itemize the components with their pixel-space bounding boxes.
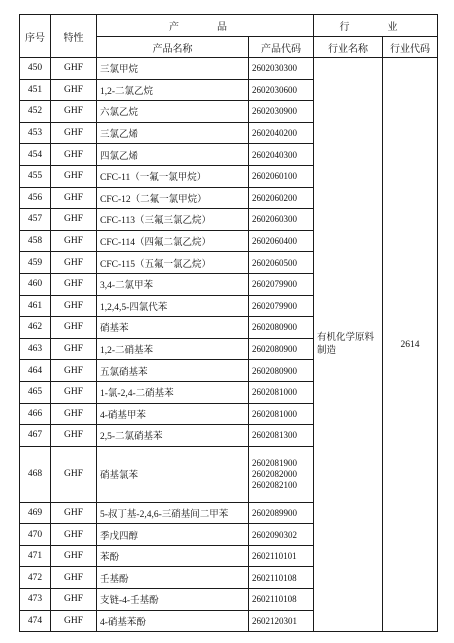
product-name: 2,5-二氯硝基苯 xyxy=(97,425,249,447)
row-attribute: GHF xyxy=(51,524,97,546)
product-code xyxy=(249,338,314,360)
row-number: 465 xyxy=(20,381,51,403)
header-industry-code: 行业代码 xyxy=(383,37,438,58)
row-number: 464 xyxy=(20,360,51,382)
product-name: 六氯乙烷 xyxy=(97,101,249,123)
row-number: 455 xyxy=(20,165,51,187)
row-attribute: GHF xyxy=(51,101,97,123)
row-attribute: GHF xyxy=(51,58,97,80)
product-name: CFC-11（一氟一氯甲烷） xyxy=(97,165,249,187)
product-code-line: 2602060300 xyxy=(252,214,297,225)
row-attribute: GHF xyxy=(51,610,97,632)
product-code-line: 2602080900 xyxy=(252,322,297,333)
product-code-line: 2602082100 xyxy=(252,479,297,490)
product-name: 壬基酚 xyxy=(97,567,249,589)
product-name: 五氯硝基苯 xyxy=(97,360,249,382)
row-attribute: GHF xyxy=(51,317,97,339)
product-code xyxy=(249,144,314,166)
product-code-line: 2602120301 xyxy=(252,615,297,626)
product-code xyxy=(249,381,314,403)
row-number: 456 xyxy=(20,187,51,209)
row-attribute: GHF xyxy=(51,79,97,101)
row-attribute: GHF xyxy=(51,273,97,295)
row-attribute: GHF xyxy=(51,122,97,144)
table-body xyxy=(20,58,438,632)
row-attribute: GHF xyxy=(51,252,97,274)
product-name: 4-硝基苯酚 xyxy=(97,610,249,632)
row-attribute: GHF xyxy=(51,144,97,166)
product-code-line: 2602081900 xyxy=(252,457,297,468)
product-code xyxy=(249,589,314,611)
row-attribute: GHF xyxy=(51,381,97,403)
header-attr: 特性 xyxy=(51,15,97,58)
product-code-line: 2602060100 xyxy=(252,171,297,182)
table-row xyxy=(20,58,438,80)
row-attribute: GHF xyxy=(51,567,97,589)
product-name: 三氯乙烯 xyxy=(97,122,249,144)
row-number: 468 xyxy=(20,446,51,502)
product-code-line: 2602080900 xyxy=(252,365,297,376)
row-attribute: GHF xyxy=(51,545,97,567)
product-code xyxy=(249,58,314,80)
row-attribute: GHF xyxy=(51,165,97,187)
header-product-name: 产品名称 xyxy=(97,37,249,58)
product-code xyxy=(249,252,314,274)
product-name: 4-硝基甲苯 xyxy=(97,403,249,425)
product-code xyxy=(249,187,314,209)
product-code xyxy=(249,273,314,295)
product-code xyxy=(249,446,314,502)
product-code xyxy=(249,101,314,123)
product-name: 三氯甲烷 xyxy=(97,58,249,80)
row-attribute: GHF xyxy=(51,230,97,252)
product-code-line: 2602081000 xyxy=(252,387,297,398)
row-attribute: GHF xyxy=(51,425,97,447)
row-attribute: GHF xyxy=(51,446,97,502)
industry-name: 有机化学原料制造 xyxy=(314,58,383,632)
row-number: 463 xyxy=(20,338,51,360)
row-number: 453 xyxy=(20,122,51,144)
product-code-line: 2602110101 xyxy=(252,551,297,562)
product-code xyxy=(249,524,314,546)
product-name: CFC-114（四氟二氯乙烷） xyxy=(97,230,249,252)
product-code-line: 2602081300 xyxy=(252,430,297,441)
product-name: 5-叔丁基-2,4,6-三硝基间二甲苯 xyxy=(97,502,249,524)
row-attribute: GHF xyxy=(51,187,97,209)
row-number: 471 xyxy=(20,545,51,567)
product-code xyxy=(249,567,314,589)
product-name: 硝基氯苯 xyxy=(97,446,249,502)
row-attribute: GHF xyxy=(51,209,97,231)
row-number: 470 xyxy=(20,524,51,546)
header-industry-name: 行业名称 xyxy=(314,37,383,58)
product-code xyxy=(249,545,314,567)
row-number: 473 xyxy=(20,589,51,611)
row-attribute: GHF xyxy=(51,403,97,425)
row-number: 461 xyxy=(20,295,51,317)
row-number: 451 xyxy=(20,79,51,101)
product-name: 3,4-二氯甲苯 xyxy=(97,273,249,295)
product-name: CFC-115（五氟一氯乙烷） xyxy=(97,252,249,274)
header-industry-text: 行 业 xyxy=(339,22,412,33)
product-name: CFC-12（二氟一氯甲烷） xyxy=(97,187,249,209)
row-number: 460 xyxy=(20,273,51,295)
row-number: 474 xyxy=(20,610,51,632)
row-number: 458 xyxy=(20,230,51,252)
product-name: CFC-113（三氟三氯乙烷） xyxy=(97,209,249,231)
row-number: 457 xyxy=(20,209,51,231)
header-product-code: 产品代码 xyxy=(249,37,314,58)
product-code-line: 2602079900 xyxy=(252,300,297,311)
product-code xyxy=(249,79,314,101)
product-name: 1-氯-2,4-二硝基苯 xyxy=(97,381,249,403)
product-code-line: 2602082000 xyxy=(252,468,297,479)
row-attribute: GHF xyxy=(51,502,97,524)
header-industry xyxy=(314,15,438,37)
product-name: 1,2-二硝基苯 xyxy=(97,338,249,360)
product-code-line: 2602110108 xyxy=(252,572,297,583)
product-code-line: 2602040200 xyxy=(252,128,297,139)
row-number: 462 xyxy=(20,317,51,339)
product-code-line: 2602090302 xyxy=(252,529,297,540)
product-code-line: 2602079900 xyxy=(252,279,297,290)
product-code xyxy=(249,122,314,144)
header-product-text: 产 品 xyxy=(169,22,241,33)
product-name: 支链-4-壬基酚 xyxy=(97,589,249,611)
product-code xyxy=(249,230,314,252)
product-code-line: 2602060400 xyxy=(252,236,297,247)
product-code xyxy=(249,425,314,447)
product-code-line: 2602060200 xyxy=(252,192,297,203)
product-code xyxy=(249,295,314,317)
row-number: 452 xyxy=(20,101,51,123)
product-name: 四氯乙烯 xyxy=(97,144,249,166)
product-code xyxy=(249,610,314,632)
row-attribute: GHF xyxy=(51,360,97,382)
product-code-line: 2602081000 xyxy=(252,408,297,419)
product-code-line: 2602110108 xyxy=(252,594,297,605)
row-attribute: GHF xyxy=(51,589,97,611)
row-number: 454 xyxy=(20,144,51,166)
product-code xyxy=(249,317,314,339)
product-code-line: 2602089900 xyxy=(252,507,297,518)
product-code xyxy=(249,360,314,382)
industry-code: 2614 xyxy=(383,58,438,632)
product-name: 1,2-二氯乙烷 xyxy=(97,79,249,101)
product-code-line: 2602030600 xyxy=(252,84,297,95)
header-product xyxy=(97,15,314,37)
row-number: 450 xyxy=(20,58,51,80)
product-code-line: 2602060500 xyxy=(252,257,297,268)
row-number: 472 xyxy=(20,567,51,589)
product-code-line: 2602030900 xyxy=(252,106,297,117)
product-code xyxy=(249,403,314,425)
row-attribute: GHF xyxy=(51,295,97,317)
row-attribute: GHF xyxy=(51,338,97,360)
row-number: 466 xyxy=(20,403,51,425)
product-catalog-table xyxy=(19,14,438,632)
row-number: 469 xyxy=(20,502,51,524)
product-code-line: 2602030300 xyxy=(252,63,297,74)
product-code xyxy=(249,165,314,187)
row-number: 467 xyxy=(20,425,51,447)
header-seq: 序号 xyxy=(20,15,51,58)
product-name: 硝基苯 xyxy=(97,317,249,339)
product-code-line: 2602080900 xyxy=(252,344,297,355)
product-name: 1,2,4,5-四氯代苯 xyxy=(97,295,249,317)
product-code-line: 2602040300 xyxy=(252,149,297,160)
product-name: 苯酚 xyxy=(97,545,249,567)
row-number: 459 xyxy=(20,252,51,274)
product-code xyxy=(249,209,314,231)
product-code xyxy=(249,502,314,524)
product-name: 季戊四醇 xyxy=(97,524,249,546)
